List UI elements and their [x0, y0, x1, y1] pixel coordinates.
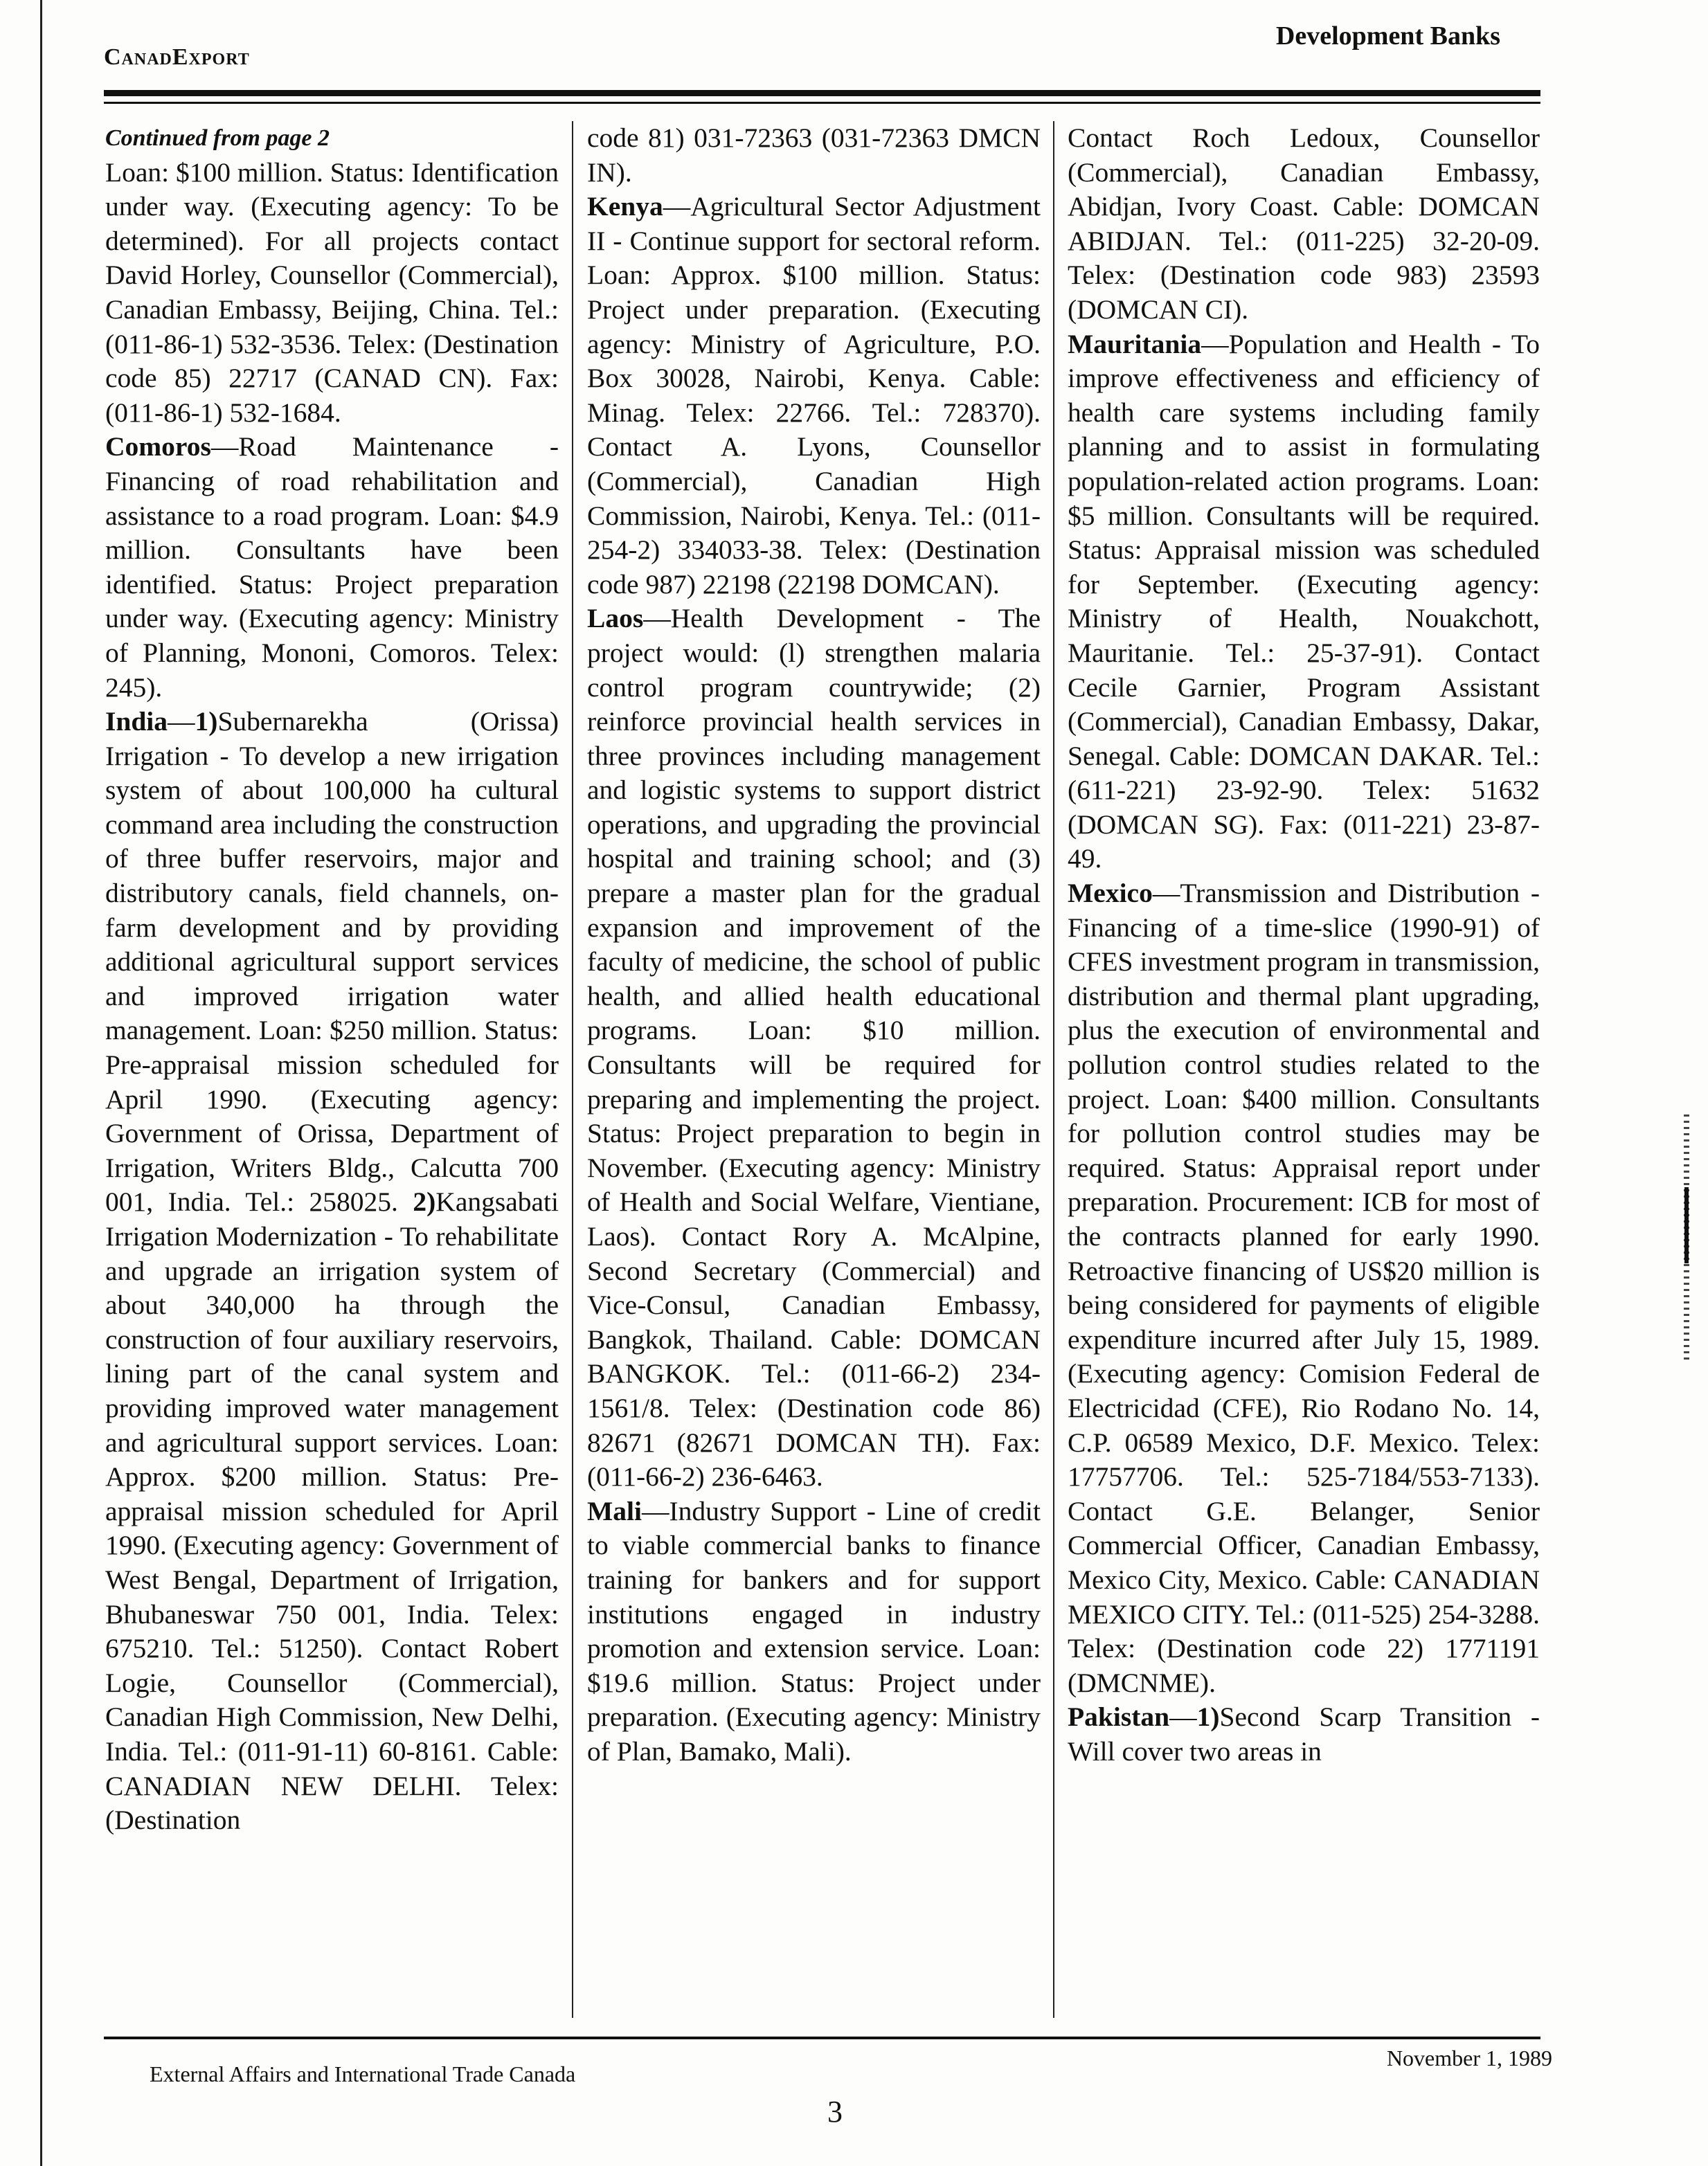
kenya-entry: [587, 190, 1041, 602]
mali-entry-text: —Industry Support - Line of credit to viable commercial banks to finance training for bankers and for support institutions engaged in industry promotion and extension service. Loan: $19.6 million. Status: Project under preparation. (Executing agency: Ministry of Plan, Bamako, Mali).: [587, 1495, 1041, 1767]
footer-publisher: External Affairs and International Trade Canada: [150, 2061, 576, 2086]
country-heading-comoros: Comoros: [105, 431, 211, 462]
india-dash: —: [168, 706, 195, 737]
mexico-entry-text: —Transmission and Distribution - Financing of a time-slice (1990-91) of CFES investment program in transmission, distribution and thermal plant upgrading, plus the execution of environmental and pollution control studies related to the project. Loan: $400 million. Consultants for pollution control studies may be required. Status: Appraisal report under preparation. Procurement: ICB for most of the contracts planned for early 1990. Retroactive financing of US$20 million is being considered for payments of eligible expenditure incurred after July 15, 1989. (Executing agency: Comision Federal de Electricidad (CFE), Rio Rodano No. 14, C.P. 06589 Mexico, D.F. Mexico. Telex: 17757706. Tel.: 525-7184/553-7133). Contact G.E. Belanger, Senior Commercial Officer, Canadian Embassy, Mexico City, Mexico. Cable: CANADIAN MEXICO CITY. Tel.: (011-525) 254-3288. Telex: (Destination code 22) 1771191 (DMCNME).: [1068, 878, 1540, 1698]
page-number: 3: [827, 2095, 843, 2129]
column-2: [587, 121, 1041, 2025]
mexico-entry: [1068, 876, 1540, 1700]
mauritania-entry: [1068, 327, 1540, 877]
scan-edge-line: [40, 0, 42, 2166]
mali-entry: [587, 1495, 1041, 1769]
country-heading-mexico: Mexico: [1068, 878, 1153, 909]
comoros-entry: [105, 430, 559, 705]
mauritania-entry-text: —Population and Health - To improve effectiveness and efficiency of health care systems including family planning and to assist in formulating population-related action programs. Loan: $5 million. Consultants will be required. Status: Appraisal mission was scheduled for September. (Executing agency: Ministry of Health, Nouakchott, Mauritanie. Tel.: 25-37-91). Contact Cecile Garnier, Program Assistant (Commercial), Canadian Embassy, Dakar, Senegal. Cable: DOMCAN DAKAR. Tel.: (611-221) 23-92-90. Telex: 51632 (DOMCAN SG). Fax: (011-221) 23-87-49.: [1068, 328, 1540, 874]
country-heading-laos: Laos: [587, 603, 644, 634]
header-rule-thin: [104, 102, 1540, 104]
section-title: Development Banks: [1275, 21, 1500, 51]
mali-entry-continuation: Contact Roch Ledoux, Counsellor (Commercial), Canadian Embassy, Abidjan, Ivory Coast. Cable: DOMCAN ABIDJAN. Tel.: (011-225) 32-20-09. Telex: (Destination code 983) 23593 (DOMCAN CI).: [1068, 123, 1540, 325]
comoros-entry-text: —Road Maintenance - Financing of road rehabilitation and assistance to a road program. Loan: $4.9 million. Consultants have been identified. Status: Project preparation under way. (Executing agency: Ministry of Planning, Mononi, Comoros. Telex: 245).: [105, 431, 559, 703]
laos-entry-text: —Health Development - The project would: (l) strengthen malaria control program countrywide; (2) reinforce provincial health services in three provinces including management and logistic systems to support district operations, and upgrading the provincial hospital and training school; and (3) prepare a master plan for the gradual expansion and improvement of the faculty of medicine, the school of public health, and allied health educational programs. Loan: $10 million. Consultants will be required for preparing and implementing the project. Status: Project preparation to begin in November. (Executing agency: Ministry of Health and Social Welfare, Vientiane, Laos). Contact Rory A. McAlpine, Second Secretary (Commercial) and Vice-Consul, Canadian Embassy, Bangkok, Thailand. Cable: DOMCAN BANGKOK. Tel.: (011-66-2) 234-1561/8. Telex: (Destination code 86) 82671 (82671 DOMCAN TH). Fax: (011-66-2) 236-6463.: [587, 603, 1041, 1492]
country-heading-india: India: [105, 706, 168, 737]
column-divider-2: [1053, 121, 1054, 2018]
header-rule-thick: [104, 90, 1540, 96]
footer-rule: [104, 2037, 1540, 2039]
pakistan-entry: [1068, 1700, 1540, 1769]
column-divider-1: [572, 121, 573, 2018]
country-heading-pakistan: Pakistan: [1068, 1702, 1170, 1733]
country-heading-mali: Mali: [587, 1495, 642, 1526]
kenya-entry-text: —Agricultural Sector Adjustment II - Continue support for sectoral reform. Loan: Approx. $100 million. Status: Project under preparation. (Executing agency: Ministry of Agriculture, P.O. Box 30028, Nairobi, Kenya. Cable: Minag. Telex: 22766. Tel.: 728370). Contact A. Lyons, Counsellor (Commercial), Canadian High Commission, Nairobi, Kenya. Tel.: (011-254-2) 334033-38. Telex: (Destination code 987) 22198 (22198 DOMCAN).: [587, 191, 1041, 599]
column-1: [105, 121, 559, 2025]
footer-date: November 1, 1989: [1386, 2046, 1552, 2070]
india-item-number-1: 1): [195, 706, 218, 737]
continued-note: Continued from page 2: [105, 125, 330, 151]
india-entry-text-2: Kangsabati Irrigation Modernization - To rehabilitate and upgrade an irrigation system of about 340,000 ha through the construction of four auxiliary reservoirs, lining part of the canal system and providing improved water management and agricultural support services. Loan: Approx. $200 million. Status: Pre-appraisal mission scheduled for April 1990. (Executing agency: Government of West Bengal, Department of Irrigation, Bhubaneswar 750 001, India. Telex: 675210. Tel.: 51250). Contact Robert Logie, Counsellor (Commercial), Canadian High Commission, New Delhi, India. Tel.: (011-91-11) 60-8161. Cable: CANADIAN NEW DELHI. Telex: (Destination: [105, 1186, 559, 1836]
country-heading-mauritania: Mauritania: [1068, 328, 1202, 359]
india-entry-continuation: code 81) 031-72363 (031-72363 DMCN IN).: [587, 123, 1041, 188]
pakistan-dash: —: [1169, 1702, 1197, 1733]
scan-artifact-solid: [1684, 1187, 1689, 1263]
pakistan-item-number-1: 1): [1196, 1702, 1220, 1733]
india-entry: [105, 705, 559, 1838]
china-entry-text: Loan: $100 million. Status: Identification under way. (Executing agency: To be determined). For all projects contact David Horley, Counsellor (Commercial), Canadian Embassy, Beijing, China. Tel.: (011-86-1) 532-3536. Telex: (Destination code 85) 22717 (CANAD CN). Fax: (011-86-1) 532-1684.: [105, 156, 559, 428]
publication-title: CanadExport: [104, 44, 250, 70]
pakistan-entry-text: Second Scarp Transition - Will cover two areas in: [1068, 1702, 1540, 1767]
india-item-number-2: 2): [413, 1186, 436, 1218]
column-3: [1068, 121, 1540, 2025]
india-entry-text-1: Subernarekha (Orissa) Irrigation - To develop a new irrigation system of about 100,000 ha cultural command area including the construction of three buffer reservoirs, major and distributory canals, field channels, on-farm development and by providing additional agricultural support services and improved irrigation water management. Loan: $250 million. Status: Pre-appraisal mission scheduled for April 1990. (Executing agency: Government of Orissa, Department of Irrigation, Writers Bldg., Calcutta 700 001, India. Tel.: 258025.: [105, 706, 559, 1218]
laos-entry: [587, 602, 1041, 1494]
country-heading-kenya: Kenya: [587, 191, 663, 222]
